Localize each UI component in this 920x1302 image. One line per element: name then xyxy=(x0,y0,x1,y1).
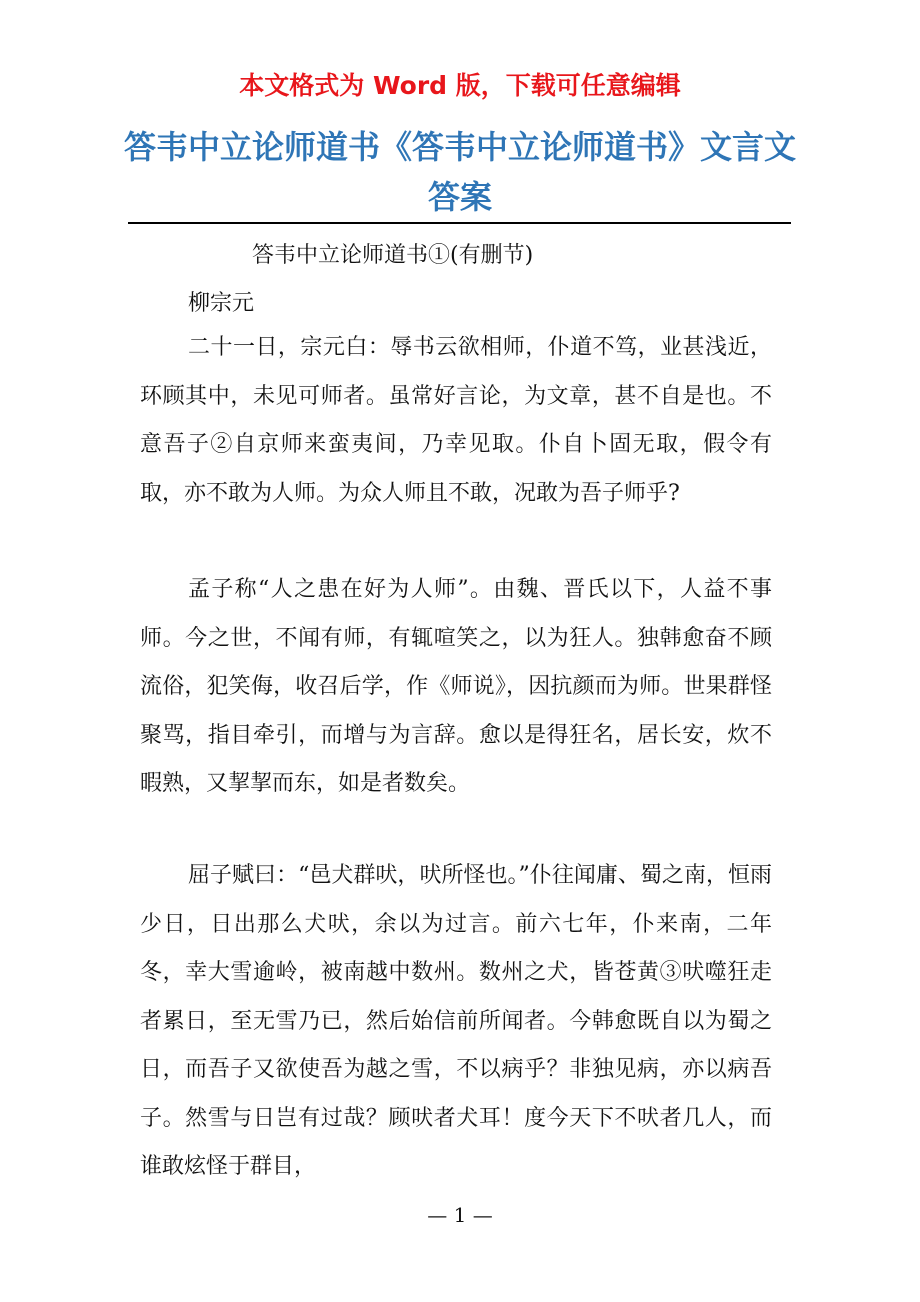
paragraph: 孟子称“人之患在好为人师”。由魏、晋氏以下，人益不事师。今之世，不闻有师，有辄喧笑之，以为狂人。独韩愈奋不顾流俗，犯笑侮，收召后学，作《师说》，因抗颜而为师。世果群怪聚骂，指目牵引，而增与为言辞。愈以是得狂名，居长安，炊不暇熟，又挈挈而东，如是者数矣。 xyxy=(140,577,772,796)
paragraph: 屈子赋曰：“邑犬群吠，吠所怪也。”仆往闻庸、蜀之南，恒雨少日，日出那么犬吠，余以为过言。前六七年，仆来南，二年冬，幸大雪逾岭，被南越中数州。数州之犬，皆苍黄③吠噬狂走者累日，至无雪乃已，然后始信前所闻者。今韩愈既自以为蜀之日，而吾子又欲使吾为越之雪，不以病乎？非独见病，亦以病吾子。然雪与日岂有过哉？顾吠者犬耳！度今天下不吠者几人，而谁敢炫怪于群目， xyxy=(140,863,772,1179)
essay-subtitle: 答韦中立论师道书①(有删节) xyxy=(252,243,534,268)
page-number: — 1 — xyxy=(427,1203,493,1227)
title-divider xyxy=(128,222,791,224)
paragraph: 二十一日，宗元白：辱书云欲相师，仆道不笃，业甚浅近，环顾其中，未见可师者。虽常好言论，为文章，甚不自是也。不意吾子②自京师来蛮夷间，乃幸见取。仆自卜固无取，假令有取，亦不敢为人师。为众人师且不敢，况敢为吾子师乎? xyxy=(140,335,772,506)
document-title: 答韦中立论师道书《答韦中立论师道书》文言文答案 xyxy=(123,128,796,216)
essay-author: 柳宗元 xyxy=(188,291,255,316)
format-notice: 本文格式为 Word 版，下载可任意编辑 xyxy=(239,71,681,100)
